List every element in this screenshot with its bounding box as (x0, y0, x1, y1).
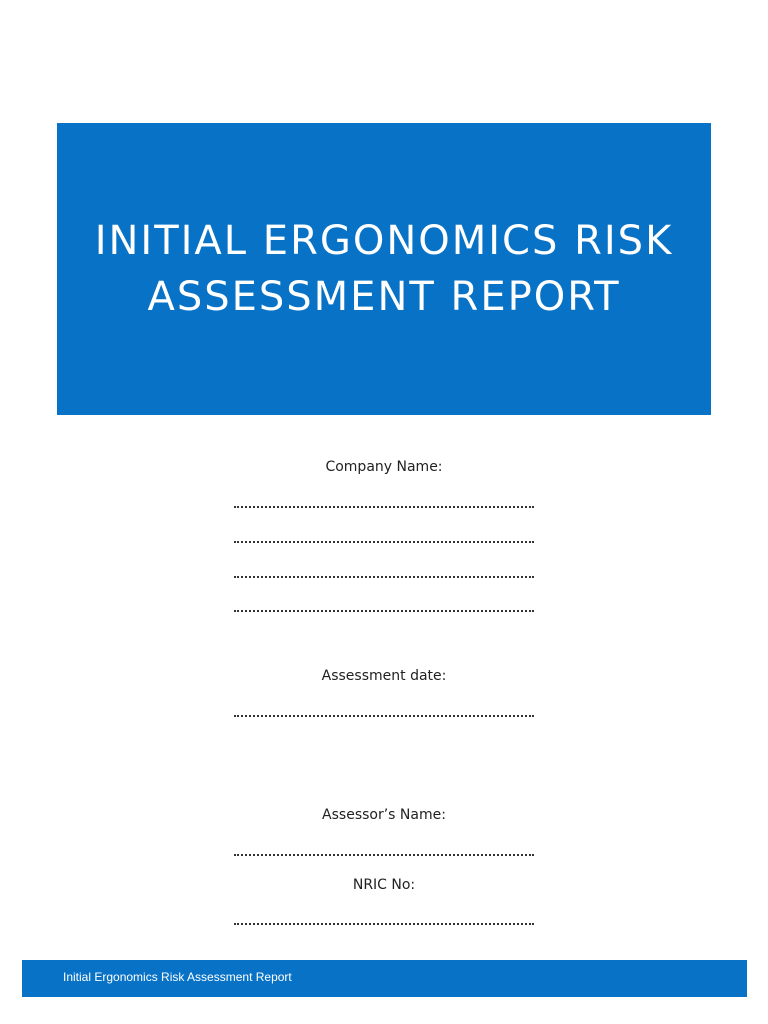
footer-bar (22, 960, 747, 997)
footer-text: Initial Ergonomics Risk Assessment Report (63, 970, 292, 984)
company-name-line-3[interactable] (234, 575, 534, 578)
company-name-line-1[interactable] (234, 505, 534, 508)
assessment-date-label: Assessment date: (321, 668, 447, 684)
company-name-label: Company Name: (325, 459, 443, 475)
company-name-line-4[interactable] (234, 609, 534, 612)
report-title (74, 213, 694, 325)
assessment-date-line[interactable] (234, 714, 534, 717)
assessor-name-line[interactable] (234, 853, 534, 856)
report-title-line-1: INITIAL ERGONOMICS RISK (94, 218, 674, 264)
report-title-line-2: ASSESSMENT REPORT (147, 274, 621, 320)
nric-label: NRIC No: (352, 877, 416, 893)
assessor-name-label: Assessor’s Name: (322, 807, 446, 823)
company-name-line-2[interactable] (234, 540, 534, 543)
title-banner (57, 123, 711, 415)
nric-line[interactable] (234, 922, 534, 925)
